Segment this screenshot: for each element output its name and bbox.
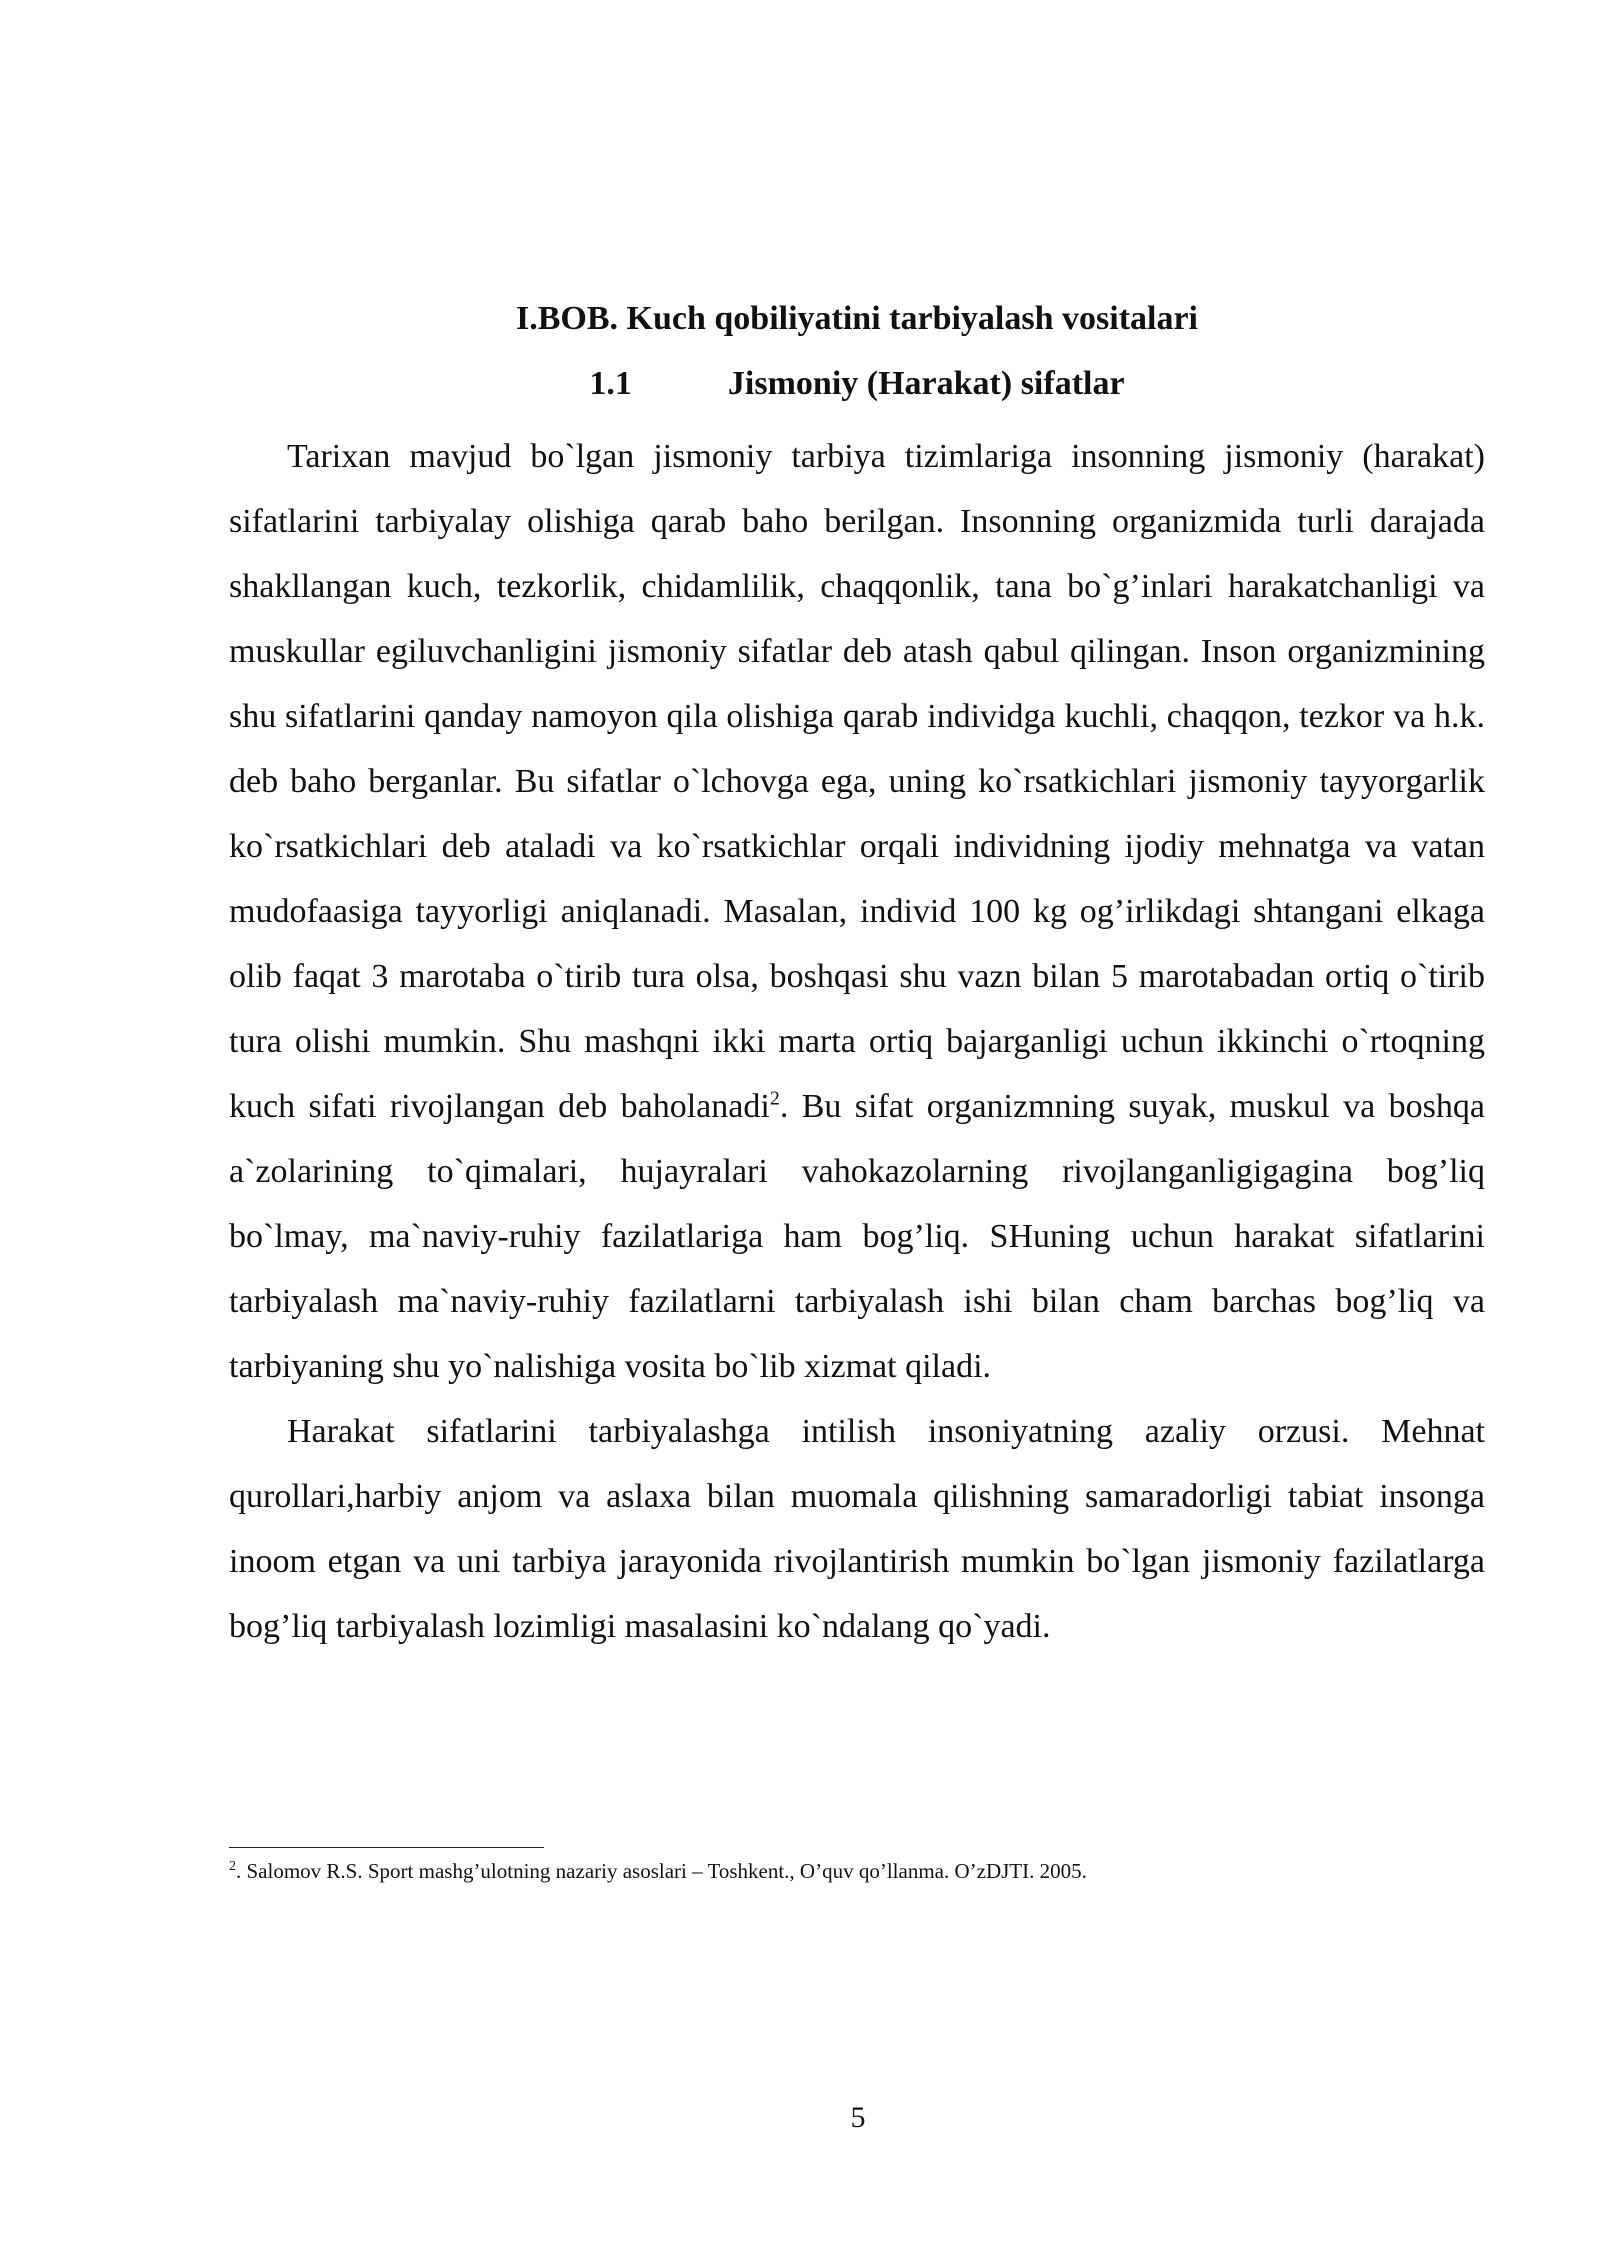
footnote-reference[interactable]: 2 [769, 1087, 780, 1110]
body-paragraph-2: Harakat sifatlarini tarbiyalashga intilish insoniyatning azaliy orzusi. Mehnat qurollari,harbiy anjom va aslaxa bilan muomala qilishning samaradorligi tabiat insonga inoom etgan va uni tarbiya jarayonida rivojlantirish mumkin bo`lgan jismoniy fazilatlarga bog’liq tarbiyalash lozimligi masalasini ko`ndalang qo`yadi. [229, 1413, 1485, 1645]
section-number: 1.1 [589, 365, 632, 402]
section-heading [229, 363, 1485, 405]
footnote-marker: 2 [229, 1859, 236, 1874]
section-title: Jismoniy (Harakat) sifatlar [727, 365, 1125, 402]
footnote [229, 1857, 1485, 1885]
paragraph-1-text-part-2: . Bu sifat organizmning suyak, muskul va boshqa a`zolarining to`qimalari, hujayralari vahokazolarning rivojlanganligigagina bog’liq bo`lmay, ma`naviy-ruhiy fazilatlariga ham bog’liq. SHuning uchun harakat sifatlarini tarbiyalash ma`naviy-ruhiy fazilatlarni tarbiyalash ishi bilan cham barchas bog’liq va tarbiyaning shu yo`nalishiga vosita bo`lib xizmat qiladi. [229, 1088, 1485, 1385]
body-paragraph-1 [229, 424, 1485, 1399]
page-body [229, 298, 1485, 1659]
chapter-title: I.BOB. Kuch qobiliyatini tarbiyalash vositalari [515, 300, 1198, 337]
paragraph-1-text-part-1: Tarixan mavjud bo`lgan jismoniy tarbiya tizimlariga insonning jismoniy (harakat) sifatlarini tarbiyalay olishiga qarab baho berilgan. Insonning organizmida turli darajada shakllangan kuch, tezkorlik, chidamlilik, chaqqonlik, tana bo`g’inlari harakatchanligi va muskullar egiluvchanligini jismoniy sifatlar deb atash qabul qilingan. Inson organizmining shu sifatlarini qanday namoyon qila olishiga qarab individga kuchli, chaqqon, tezkor va h.k. deb baho berganlar. Bu sifatlar o`lchovga ega, uning ko`rsatkichlari jismoniy tayyorgarlik ko`rsatkichlari deb ataladi va ko`rsatkichlar orqali individning ijodiy mehnatga va vatan mudofaasiga tayyorligi aniqlanadi. Masalan, individ 100 kg og’irlikdagi shtangani elkaga olib faqat 3 marotaba o`tirib tura olsa, boshqasi shu vazn bilan 5 marotabadan ortiq o`tirib tura olishi mumkin. Shu mashqni ikki marta ortiq bajarganligi uchun ikkinchi o`rtoqning kuch sifati rivojlangan deb baholanadi [229, 438, 1485, 1125]
footnote-separator [229, 1847, 544, 1848]
footnote-text: . Salomov R.S. Sport mashg’ulotning nazariy asoslari – Toshkent., O’quv qo’llanma. O’zDJTI. 2005. [236, 1859, 1087, 1883]
page-number: 5 [850, 2101, 866, 2134]
